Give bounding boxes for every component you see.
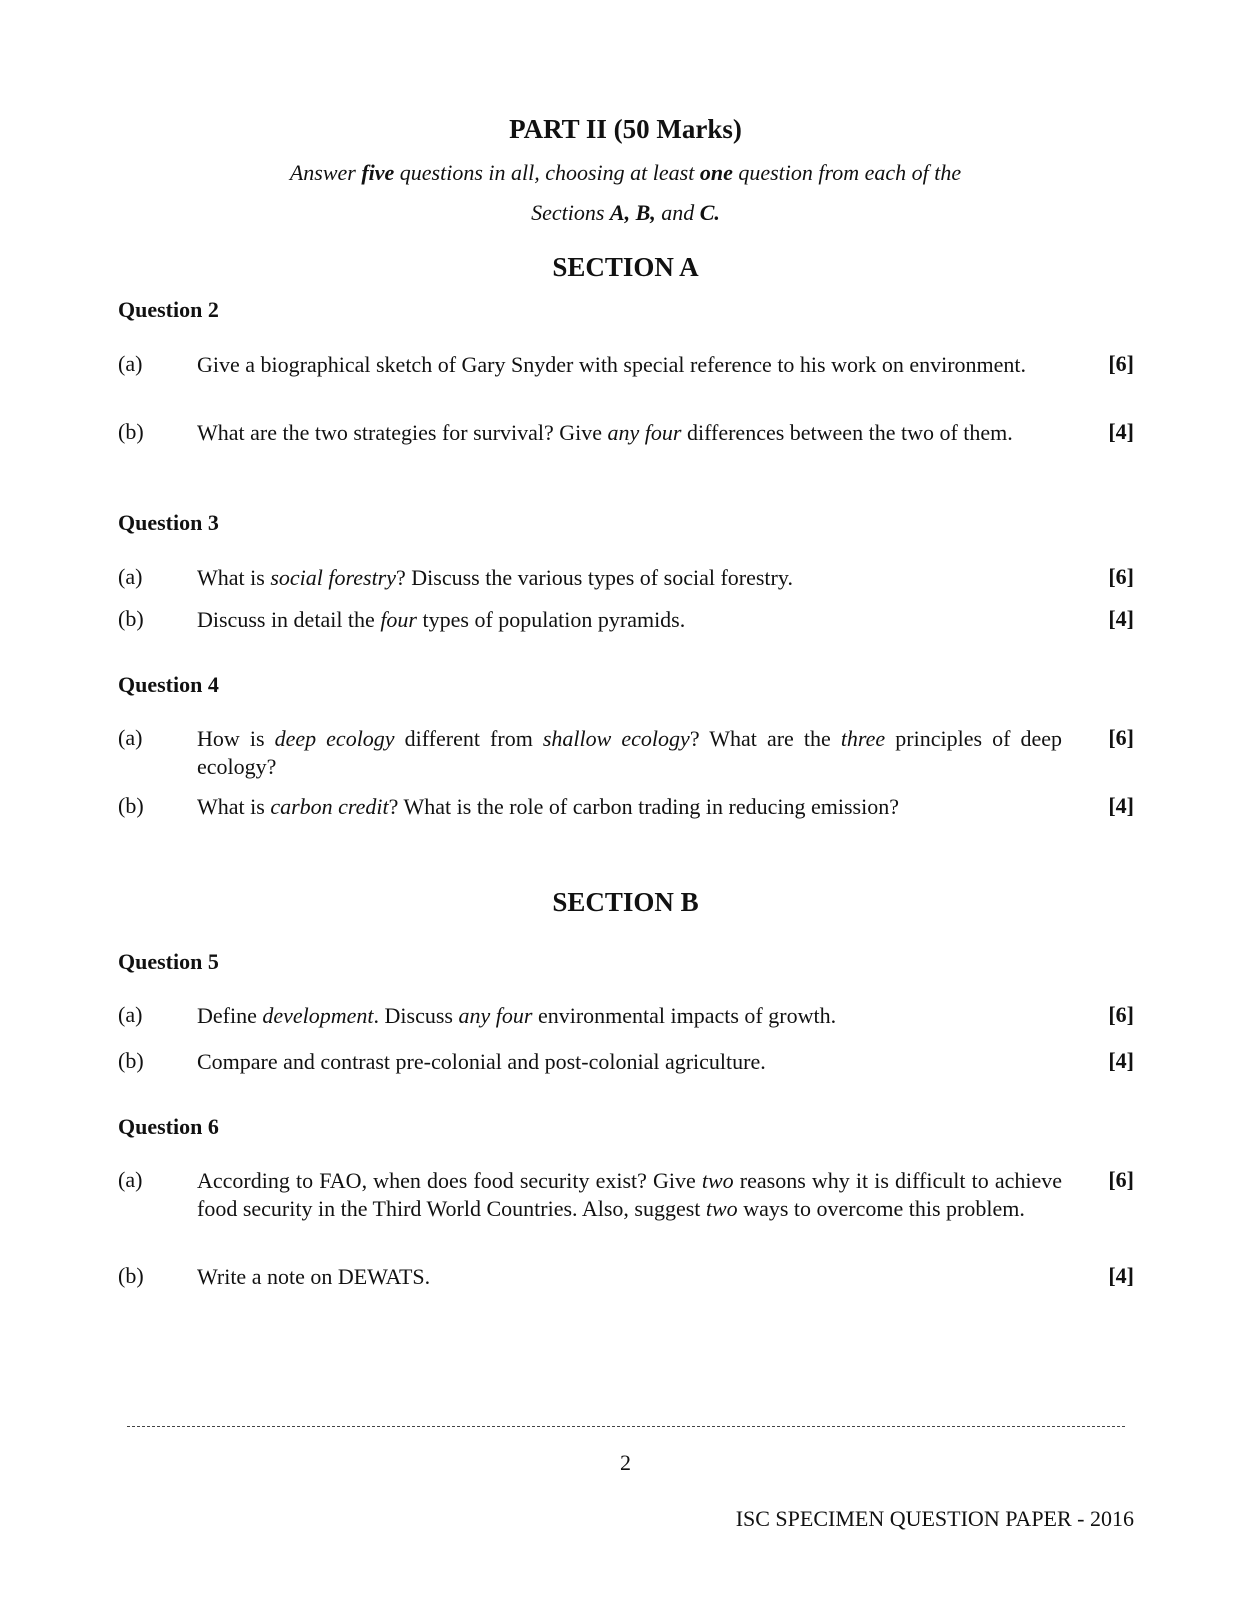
instruction-emphasis: five xyxy=(361,160,395,185)
marks: [4] xyxy=(1108,1048,1134,1073)
marks: [6] xyxy=(1108,351,1134,376)
question-text xyxy=(197,725,1062,781)
part-label: (a) xyxy=(118,1167,143,1192)
marks: [4] xyxy=(1108,793,1134,818)
emphasis: two xyxy=(701,1168,734,1193)
section-b-heading: SECTION B xyxy=(552,887,699,917)
instruction-text: Answer xyxy=(289,160,362,185)
text-run: reasons why it is difficult to achieve food security in the Third World Countries. Also, suggest xyxy=(197,1168,1062,1221)
text-run: ? What is the role of carbon trading in reducing emission? xyxy=(388,794,899,819)
part-label: (a) xyxy=(118,1002,143,1027)
part-label: (a) xyxy=(118,351,143,376)
question-text xyxy=(197,419,1062,447)
emphasis: social forestry xyxy=(270,565,397,590)
question-text xyxy=(197,1002,1062,1030)
text-run: What are the two strategies for survival? Give xyxy=(197,420,608,445)
emphasis: development xyxy=(262,1003,374,1028)
instruction-line-2 xyxy=(0,200,1251,226)
emphasis: two xyxy=(705,1196,738,1221)
text-run: ? Discuss the various types of social forestry. xyxy=(396,565,793,590)
text-run: What is xyxy=(197,565,271,590)
question-text xyxy=(197,606,1062,634)
instruction-text: Sections xyxy=(531,200,610,225)
marks: [6] xyxy=(1108,1167,1134,1192)
instruction-text: question from each of the xyxy=(732,160,962,185)
emphasis: four xyxy=(380,607,417,632)
question-2-part-b xyxy=(0,419,1251,479)
text-run: Discuss in detail the xyxy=(197,607,381,632)
part-heading: PART II (50 Marks) xyxy=(509,114,742,144)
instruction-line-1 xyxy=(0,160,1251,186)
part-label: (b) xyxy=(118,606,144,631)
question-4-title: Question 4 xyxy=(118,672,219,697)
part-label: (b) xyxy=(118,419,144,444)
question-6-part-a xyxy=(0,1167,1251,1227)
part-label: (a) xyxy=(118,725,143,750)
question-text xyxy=(197,564,1062,592)
marks: [6] xyxy=(1108,725,1134,750)
marks: [4] xyxy=(1108,606,1134,631)
question-6-title: Question 6 xyxy=(118,1114,219,1139)
question-5-title: Question 5 xyxy=(118,949,219,974)
instruction-emphasis: A, B, xyxy=(609,200,656,225)
text-run: ways to overcome this problem. xyxy=(737,1196,1025,1221)
text-run: different from xyxy=(394,726,543,751)
page-number: 2 xyxy=(620,1450,631,1475)
emphasis: deep ecology xyxy=(274,726,395,751)
marks: [4] xyxy=(1108,419,1134,444)
part-label: (b) xyxy=(118,793,144,818)
emphasis: any four xyxy=(607,420,682,445)
instruction-text: questions in all, choosing at least xyxy=(394,160,700,185)
text-run: How is xyxy=(197,726,275,751)
question-3-title: Question 3 xyxy=(118,510,219,535)
instruction-text: and xyxy=(655,200,700,225)
emphasis: carbon credit xyxy=(270,794,389,819)
text-run: types of population pyramids. xyxy=(417,607,686,632)
question-text: Give a biographical sketch of Gary Snyder with special reference to his work on environment. xyxy=(197,352,1027,377)
text-run: Define xyxy=(197,1003,263,1028)
question-4-part-b xyxy=(0,793,1251,853)
question-text: Write a note on DEWATS. xyxy=(197,1264,431,1289)
question-text xyxy=(197,1167,1062,1223)
emphasis: any four xyxy=(458,1003,533,1028)
text-run: . Discuss xyxy=(373,1003,459,1028)
marks: [6] xyxy=(1108,564,1134,589)
part-label: (a) xyxy=(118,564,143,589)
text-run: environmental impacts of growth. xyxy=(532,1003,837,1028)
marks: [6] xyxy=(1108,1002,1134,1027)
footer-divider xyxy=(127,1426,1125,1427)
question-2-title: Question 2 xyxy=(118,297,219,322)
text-run: What is xyxy=(197,794,271,819)
text-run: ? What are the xyxy=(689,726,841,751)
footer-title: ISC SPECIMEN QUESTION PAPER - 2016 xyxy=(735,1506,1134,1531)
emphasis: shallow ecology xyxy=(542,726,690,751)
text-run: differences between the two of them. xyxy=(681,420,1013,445)
section-a-heading: SECTION A xyxy=(552,252,699,282)
part-label: (b) xyxy=(118,1048,144,1073)
text-run: principles of deep ecology? xyxy=(197,726,1062,779)
question-5-part-b xyxy=(0,1048,1251,1108)
text-run: According to FAO, when does food security exist? Give xyxy=(197,1168,702,1193)
question-4-part-a xyxy=(0,725,1251,785)
instruction-emphasis: C. xyxy=(699,200,720,225)
emphasis: three xyxy=(840,726,886,751)
question-text xyxy=(197,793,1062,821)
marks: [4] xyxy=(1108,1263,1134,1288)
instruction-emphasis: one xyxy=(699,160,733,185)
question-2-part-a xyxy=(0,351,1251,411)
part-label: (b) xyxy=(118,1263,144,1288)
question-text: Compare and contrast pre-colonial and post-colonial agriculture. xyxy=(197,1049,766,1074)
question-6-part-b xyxy=(0,1263,1251,1323)
question-3-part-b xyxy=(0,606,1251,666)
